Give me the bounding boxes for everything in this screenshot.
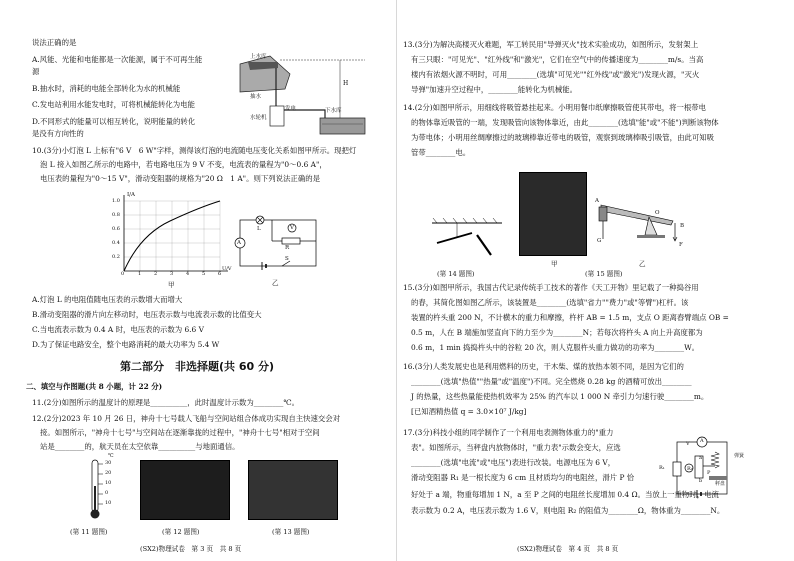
label-pump: 抽水 bbox=[250, 94, 262, 100]
graph-y-label: I/A bbox=[127, 192, 135, 198]
page-3-footer: (SX2)物理试卷 第 3 页 共 8 页 bbox=[140, 545, 242, 553]
q15-line-5: 0.6 m，1 min 捣捣杵头中的谷粒 20 次，则人克服杵头重力做功的功率为________W。 bbox=[411, 343, 700, 352]
label-pan: 秤盘 bbox=[715, 481, 726, 487]
q15-tiangong-kaiwu-photo bbox=[519, 172, 587, 256]
graph-ytick-4: 0.4 bbox=[112, 240, 120, 246]
circuit-ammeter-label: A bbox=[237, 240, 241, 246]
graph-ytick-3: 0.6 bbox=[112, 226, 120, 232]
lever-point-a: A bbox=[595, 198, 599, 204]
q17-line-2: 表"。如图所示，当秤盘内放物体时，"重力表"示数会变大，应选 bbox=[411, 443, 621, 452]
exam-page-4 bbox=[397, 0, 794, 561]
fig15-caption-yi: 乙 bbox=[639, 260, 646, 268]
q10-option-b: B.滑动变阻器的滑片向左移动时，电压表示数与电流表示数的比值变大 bbox=[32, 310, 262, 319]
label-h: H bbox=[343, 80, 349, 87]
page-4-footer: (SX2)物理试卷 第 4 页 共 8 页 bbox=[517, 545, 619, 553]
graph-xtick-1: 1 bbox=[138, 271, 142, 277]
q13-line-1: 13.(3分)为解决高楼灭火难题，军工转民用"导弹灭火"技术实验成功，如图所示，发射架上 bbox=[403, 40, 699, 49]
q14-line-1: 14.(2分)如图甲所示，用细线将吸管悬挂起来。小明用餐巾纸摩擦吸管使其带电，将一根带电 bbox=[403, 103, 707, 112]
q10-option-d: D.为了保证电路安全，整个电路消耗的最大功率为 5.4 W bbox=[32, 340, 220, 349]
q9-stem: 说法正确的是 bbox=[32, 38, 77, 47]
q17-line-4: 滑动变阻器 R₁ 是一根长度为 6 cm 且材质均匀的电阻丝，滑片 P 恰 bbox=[411, 473, 635, 482]
label-upper-pool: 上水库 bbox=[250, 54, 267, 60]
q11-text: 11.(2分)如图所示的温度计的原理是__________，此时温度计示数为________℃。 bbox=[32, 398, 299, 407]
q10-iu-graph bbox=[110, 195, 230, 277]
q9-option-a-cont: 源 bbox=[32, 67, 40, 76]
q10-line-3: 电压表的量程为"0～15 V"，滑动变阻器的规格为"20 Ω 1 A"。则下列说法正确的是 bbox=[40, 174, 320, 183]
graph-xtick-0: 0 bbox=[121, 271, 125, 277]
q10-option-c: C.当电流表示数为 0.4 A 时，电压表的示数为 6.6 V bbox=[32, 325, 204, 334]
circuit-voltmeter-label: V bbox=[290, 225, 294, 231]
graph-ytick-2: 0.8 bbox=[112, 212, 120, 218]
q14-line-2: 的物体靠近吸管的一端，发现吸管向该物体靠近，由此________(选填"能"或"不能")判断该物体 bbox=[411, 118, 719, 127]
q12-line-3: 站是________的，航天员在太空依靠__________与地面通信。 bbox=[40, 442, 240, 451]
q10-circuit-diagram bbox=[232, 212, 322, 272]
q14-line-4: 管带________电。 bbox=[411, 148, 471, 157]
thermo-tick-3: 10 bbox=[105, 480, 112, 486]
q9-option-c: C.发电站利用水能发电时，可将机械能转化为电能 bbox=[32, 100, 195, 109]
q16-line-2: ________(选填"热值""热量"或"温度")不同。完全燃烧 0.28 kg 的酒精可放出________ bbox=[411, 377, 692, 386]
q9-option-d-cont: 是没有方向性的 bbox=[32, 129, 84, 138]
label-ammeter: A bbox=[700, 438, 704, 444]
circuit-caption-yi: 乙 bbox=[272, 279, 279, 287]
circuit-lamp-label: L bbox=[257, 226, 261, 232]
label-a-end: a bbox=[699, 455, 702, 461]
q9-option-b: B.抽水时，消耗的电能全部转化为水的机械能 bbox=[32, 84, 181, 93]
caption-fig-14: (第 14 题图) bbox=[437, 270, 475, 278]
q16-line-4: [已知酒精热值 q = 3.0×10⁷ J/kg] bbox=[411, 407, 527, 416]
graph-xtick-6: 6 bbox=[218, 271, 222, 277]
label-generate: 发电 bbox=[285, 106, 297, 112]
q10-line-2: 泡 L 接入如图乙所示的电路中，若电路电压为 9 V 不变，电流表的量程为"0～0.6 A"， bbox=[40, 160, 327, 169]
q13-line-3: 楼内有浓烟火源不明时，可用________(选填"可见光""红外线"或"激光")发现火源，"灭火 bbox=[411, 70, 700, 79]
q16-line-1: 16.(3分)人类发展史也是利用燃料的历史，干木柴、煤的放热本领不同，是因为它们的 bbox=[403, 362, 684, 371]
q13-line-4: 导弹"加速升空过程中，________能转化为机械能。 bbox=[411, 85, 577, 94]
fig15-caption-jia: 甲 bbox=[551, 260, 558, 268]
q12-line-2: 接。如图所示，"神舟十七号"与空间站在逐渐靠拢的过程中，"神舟十七号"相对于空间 bbox=[40, 428, 320, 437]
q17-line-5: 好处于 a 端，物重每增加 1 N，a 至 P 之间的电阻丝长度增加 0.4 Ω。当放上一重物时，电流 bbox=[411, 490, 719, 499]
graph-ytick-5: 0.2 bbox=[112, 254, 120, 260]
q15-line-2: 的舂，其简化图如图乙所示，该装置是________(选填"省力""费力"或"等臂")杠杆。该 bbox=[411, 298, 689, 307]
q9-option-a: A.风能、光能和电能都是一次能源，属于不可再生能 bbox=[32, 55, 203, 64]
thermo-unit: ℃ bbox=[108, 453, 114, 459]
label-voltmeter: V bbox=[686, 441, 690, 447]
graph-caption-jia: 甲 bbox=[168, 281, 175, 289]
graph-ytick-1: 1.0 bbox=[112, 198, 120, 204]
q10-line-1: 10.(3分)小灯泡 L 上标有"6 V 6 W"字样，测得该灯泡的电流随电压变化关系如图甲所示。现把灯 bbox=[32, 146, 357, 155]
q12-spacecraft-photo bbox=[140, 460, 230, 520]
thermo-tick-1: 30 bbox=[105, 460, 112, 466]
q12-line-1: 12.(2分)2023 年 10 月 26 日，神舟十七号载人飞船与空间站组合体成功实现自主快速交会对 bbox=[32, 414, 341, 423]
thermo-tick-5: 10 bbox=[105, 500, 112, 506]
caption-fig-11: (第 11 题图) bbox=[70, 528, 108, 536]
q16-line-3: J 的热量，这些热量能使热机效率为 25% 的汽车以 1 000 N 牵引力匀速行驶________m。 bbox=[411, 392, 709, 401]
graph-xtick-2: 2 bbox=[154, 271, 158, 277]
caption-fig-13: (第 13 题图) bbox=[272, 528, 310, 536]
part-2-heading: 第二部分 非选择题(共 60 分) bbox=[120, 360, 275, 373]
q10-option-a: A.灯泡 L 的电阻值随电压表的示数增大而增大 bbox=[32, 295, 183, 304]
q15-line-1: 15.(3分)如图甲所示，我国古代记录传统手工技术的著作《天工开物》里记载了一种捣谷用 bbox=[403, 283, 699, 292]
label-p: P bbox=[707, 470, 711, 476]
lever-point-o: O bbox=[655, 210, 660, 216]
graph-xtick-3: 3 bbox=[170, 271, 174, 277]
q14-straw-figure bbox=[427, 215, 507, 260]
q15-lever-diagram bbox=[597, 195, 687, 255]
label-lower-pool: 下水库 bbox=[325, 108, 342, 114]
q17-line-3: ________(选填"电流"或"电压")表进行改装。电源电压为 6 V， bbox=[411, 458, 616, 467]
lever-force-g: G bbox=[597, 238, 602, 244]
q15-line-3: 装置的杵头重 200 N，不计横木的重力和摩擦，杵杆 AB = 1.5 m，支点 O 距离舂臂端点 OB = bbox=[411, 313, 729, 322]
circuit-switch-label: S bbox=[285, 256, 289, 262]
thermo-tick-2: 20 bbox=[105, 470, 112, 476]
label-turbine: 水轮机 bbox=[250, 115, 267, 121]
thermo-tick-4: 0 bbox=[105, 490, 109, 496]
caption-fig-15: (第 15 题图) bbox=[585, 270, 623, 278]
label-spring: 弹簧 bbox=[734, 453, 745, 459]
q14-line-3: 为带电体；小明用丝绸摩擦过的玻璃棒靠近带电的吸管，观察到玻璃棒吸引吸管，由此可知吸 bbox=[411, 133, 715, 142]
q15-line-4: 0.5 m，人在 B 端施加竖直向下的力至少为________N；若每次将杵头 A 向上升高度都为 bbox=[411, 328, 703, 337]
q13-fire-missile-photo bbox=[248, 460, 338, 520]
lever-point-b: B bbox=[680, 223, 685, 229]
section-2-heading: 二、填空与作图题(共 8 小题，计 22 分) bbox=[26, 382, 163, 391]
label-r1: R₁ bbox=[659, 465, 665, 471]
q13-line-2: 有三只眼："可见光"、"红外线"和"激光"，它们在空气中的传播速度为________m/s。当高 bbox=[411, 55, 704, 64]
graph-xtick-5: 5 bbox=[202, 271, 206, 277]
lever-force-f: F bbox=[679, 242, 683, 248]
q17-line-6: 表示数为 0.2 A，电压表示数为 1.6 V，则电阻 R₂ 的阻值为________Ω，物体重为________N。 bbox=[411, 506, 725, 515]
q17-line-1: 17.(3分)科技小组的同学制作了一个利用电表测物体重力的"重力 bbox=[403, 428, 614, 437]
graph-xtick-4: 4 bbox=[186, 271, 190, 277]
q9-option-d: D.不同形式的能量可以相互转化，说明能量的转化 bbox=[32, 117, 196, 126]
thermometer-figure bbox=[86, 458, 126, 520]
label-b-end: b bbox=[699, 478, 703, 484]
circuit-rheostat-label: R bbox=[285, 245, 290, 251]
caption-fig-12: (第 12 题图) bbox=[162, 528, 200, 536]
graph-x-label: U/V bbox=[222, 266, 232, 272]
label-r2: R₂ bbox=[687, 466, 693, 472]
